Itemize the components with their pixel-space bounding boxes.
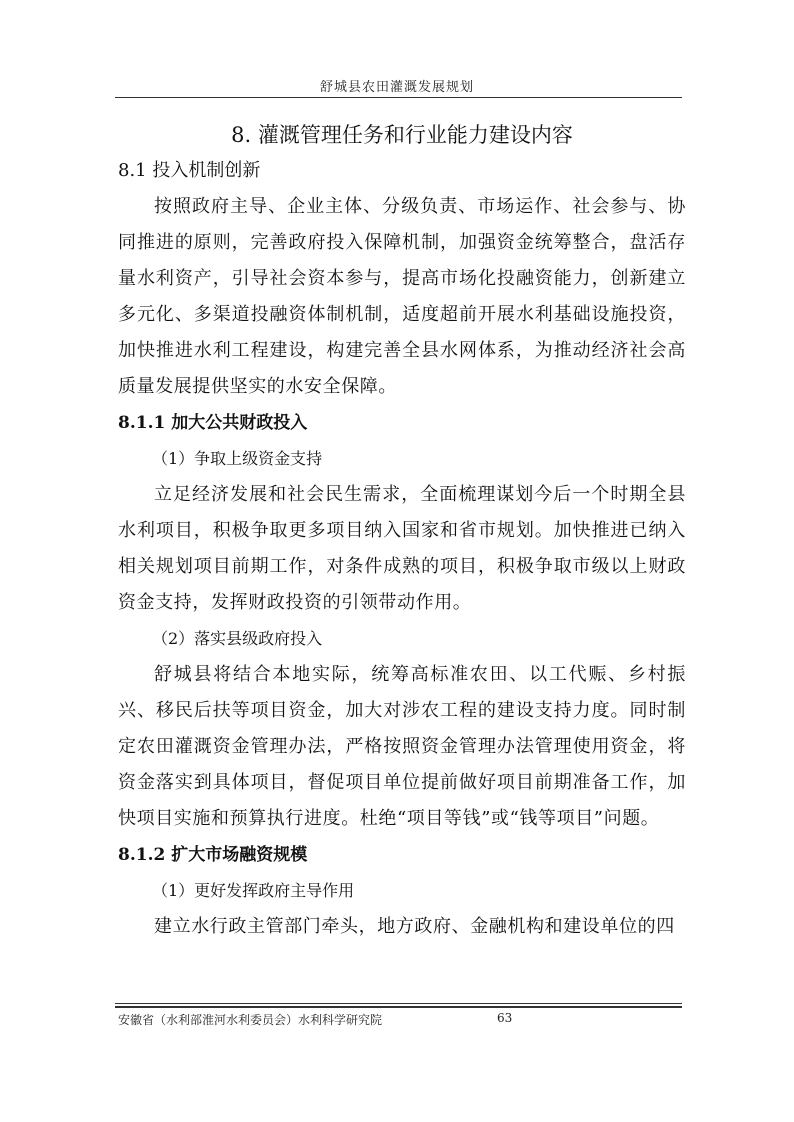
item-paragraph-8-1-2-1: 建立水行政主管部门牵头，地方政府、金融机构和建设单位的四 [154,916,675,937]
item-heading-8-1-1-2: （2）落实县级政府投入 [152,629,323,648]
footer-organization: 安徽省（水利部淮河水利委员会）水利科学研究院 [118,1013,383,1027]
page-number: 63 [497,1011,513,1025]
running-header: 舒城县农田灌溉发展规划 [319,80,474,95]
item-heading-8-1-2-1: （1）更好发挥政府主导作用 [152,881,355,900]
section-heading-8-1: 8.1 投入机制创新 [118,160,261,181]
footer-divider-thick [115,1006,682,1008]
subsection-heading-8-1-1: 8.1.1 加大公共财政投入 [118,413,308,433]
item-paragraph-8-1-1-2: 舒城县将结合本地实际，统筹高标准农田、以工代赈、乡村振兴、移民后扶等项目资金，加大对涉农工程的建设支持力度。同时制定农田灌溉资金管理办法，严格按照资金管理办法管理使用资金，将资金落实到具体项目，督促项目单位提前做好项目前期准备工作，加快项目实施和预算执行进度。杜绝“项目等钱”或“钱等项目”问题。 [118,664,686,829]
section-8-1-paragraph: 按照政府主导、企业主体、分级负责、市场运作、社会参与、协同推进的原则，完善政府投入保障机制，加强资金统筹整合，盘活存量水利资产，引导社会资本参与，提高市场化投融资能力，创新建立多元化、多渠道投融资体制机制，适度超前开展水利基础设施投资，加快推进水利工程建设，构建完善全县水网体系，为推动经济社会高质量发展提供坚实的水安全保障。 [118,196,686,397]
subsection-heading-8-1-2: 8.1.2 扩大市场融资规模 [118,845,308,865]
footer-divider-thin [115,1003,682,1004]
header-divider [115,97,682,98]
document-body [118,103,686,945]
item-heading-8-1-1-1: （1）争取上级资金支持 [152,449,323,468]
item-paragraph-8-1-1-1: 立足经济发展和社会民生需求，全面梳理谋划今后一个时期全县水利项目，积极争取更多项目纳入国家和省市规划。加快推进已纳入相关规划项目前期工作，对条件成熟的项目，积极争取市级以上财政资金支持，发挥财政投资的引领带动作用。 [118,484,686,613]
chapter-title: 8. 灌溉管理任务和行业能力建设内容 [231,123,573,147]
